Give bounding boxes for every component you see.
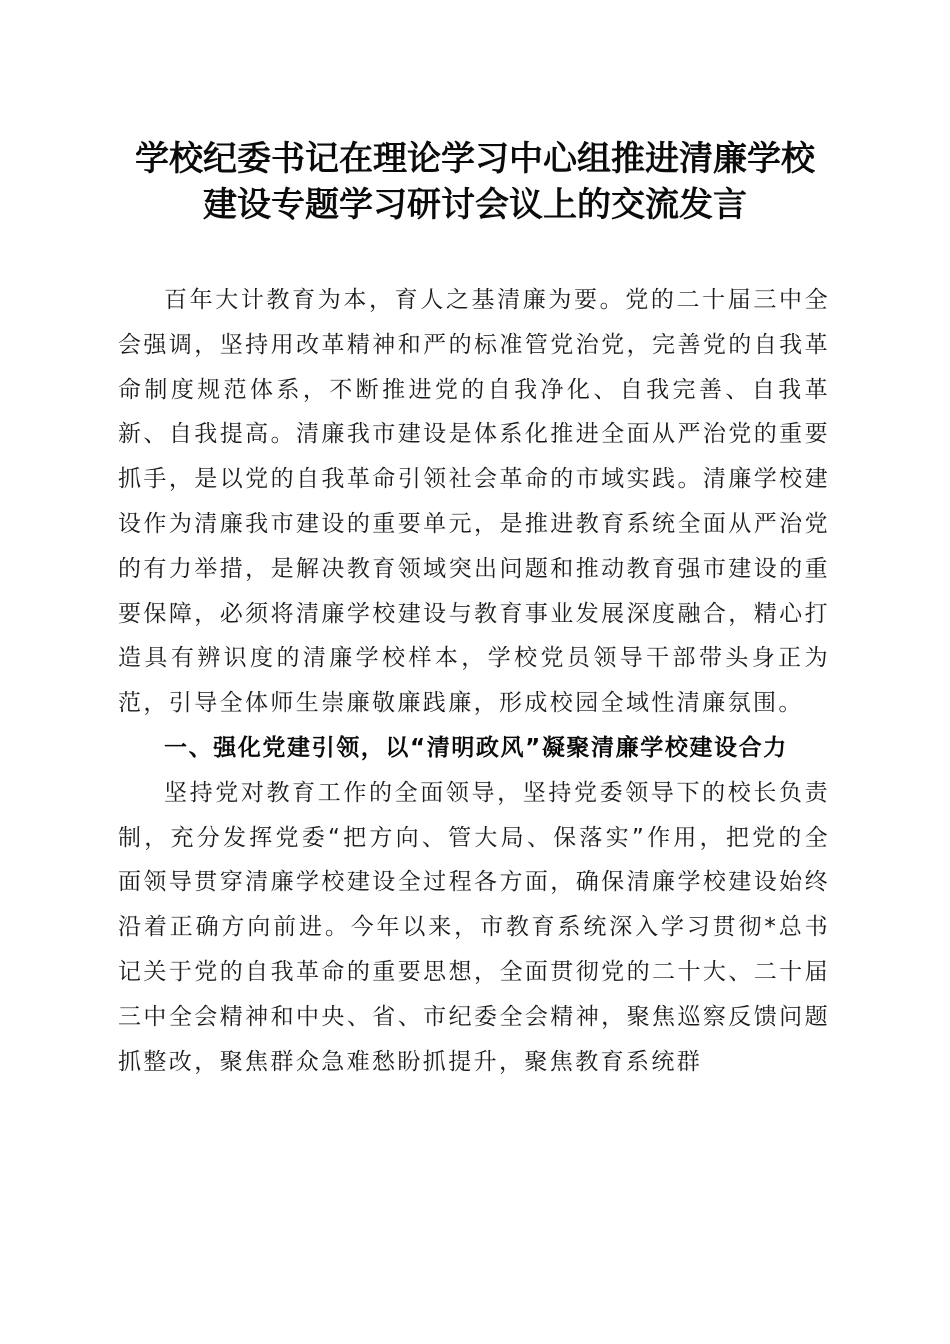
- intro-paragraph: 百年大计教育为本，育人之基清廉为要。党的二十届三中全会强调，坚持用改革精神和严的标准管党治党，完善党的自我革命制度规范体系，不断推进党的自我净化、自我完善、自我革新、自我提高。清廉我市建设是体系化推进全面从严治党的重要抓手，是以党的自我革命引领社会革命的市域实践。清廉学校建设作为清廉我市建设的重要单元，是推进教育系统全面从严治党的有力举措，是解决教育领域突出问题和推动教育强市建设的重要保障，必须将清廉学校建设与教育事业发展深度融合，精心打造具有辨识度的清廉学校样本，学校党员领导干部带头身正为范，引导全体师生崇廉敬廉践廉，形成校园全域性清廉氛围。: [118, 287, 830, 717]
- section-heading-1: 一、强化党建引领，以“清明政风”凝聚清廉学校建设合力: [164, 734, 788, 761]
- document-title: [100, 136, 850, 228]
- section-1-paragraph: 坚持党对教育工作的全面领导，坚持党委领导下的校长负责制，充分发挥党委“把方向、管大局、保落实”作用，把党的全面领导贯穿清廉学校建设全过程各方面，确保清廉学校建设始终沿着正确方向前进。今年以来，市教育系统深入学习贯彻*总书记关于党的自我革命的重要思想，全面贯彻党的二十大、二十届三中全会精神和中央、省、市纪委全会精神，聚焦巡察反馈问题抓整改，聚焦群众急难愁盼抓提升，聚焦教育系统群: [118, 779, 830, 1075]
- document-body: [118, 278, 830, 1084]
- title-line-1: 学校纪委书记在理论学习中心组推进清廉学校: [135, 139, 815, 179]
- title-line-2: 建设专题学习研讨会议上的交流发言: [203, 185, 747, 225]
